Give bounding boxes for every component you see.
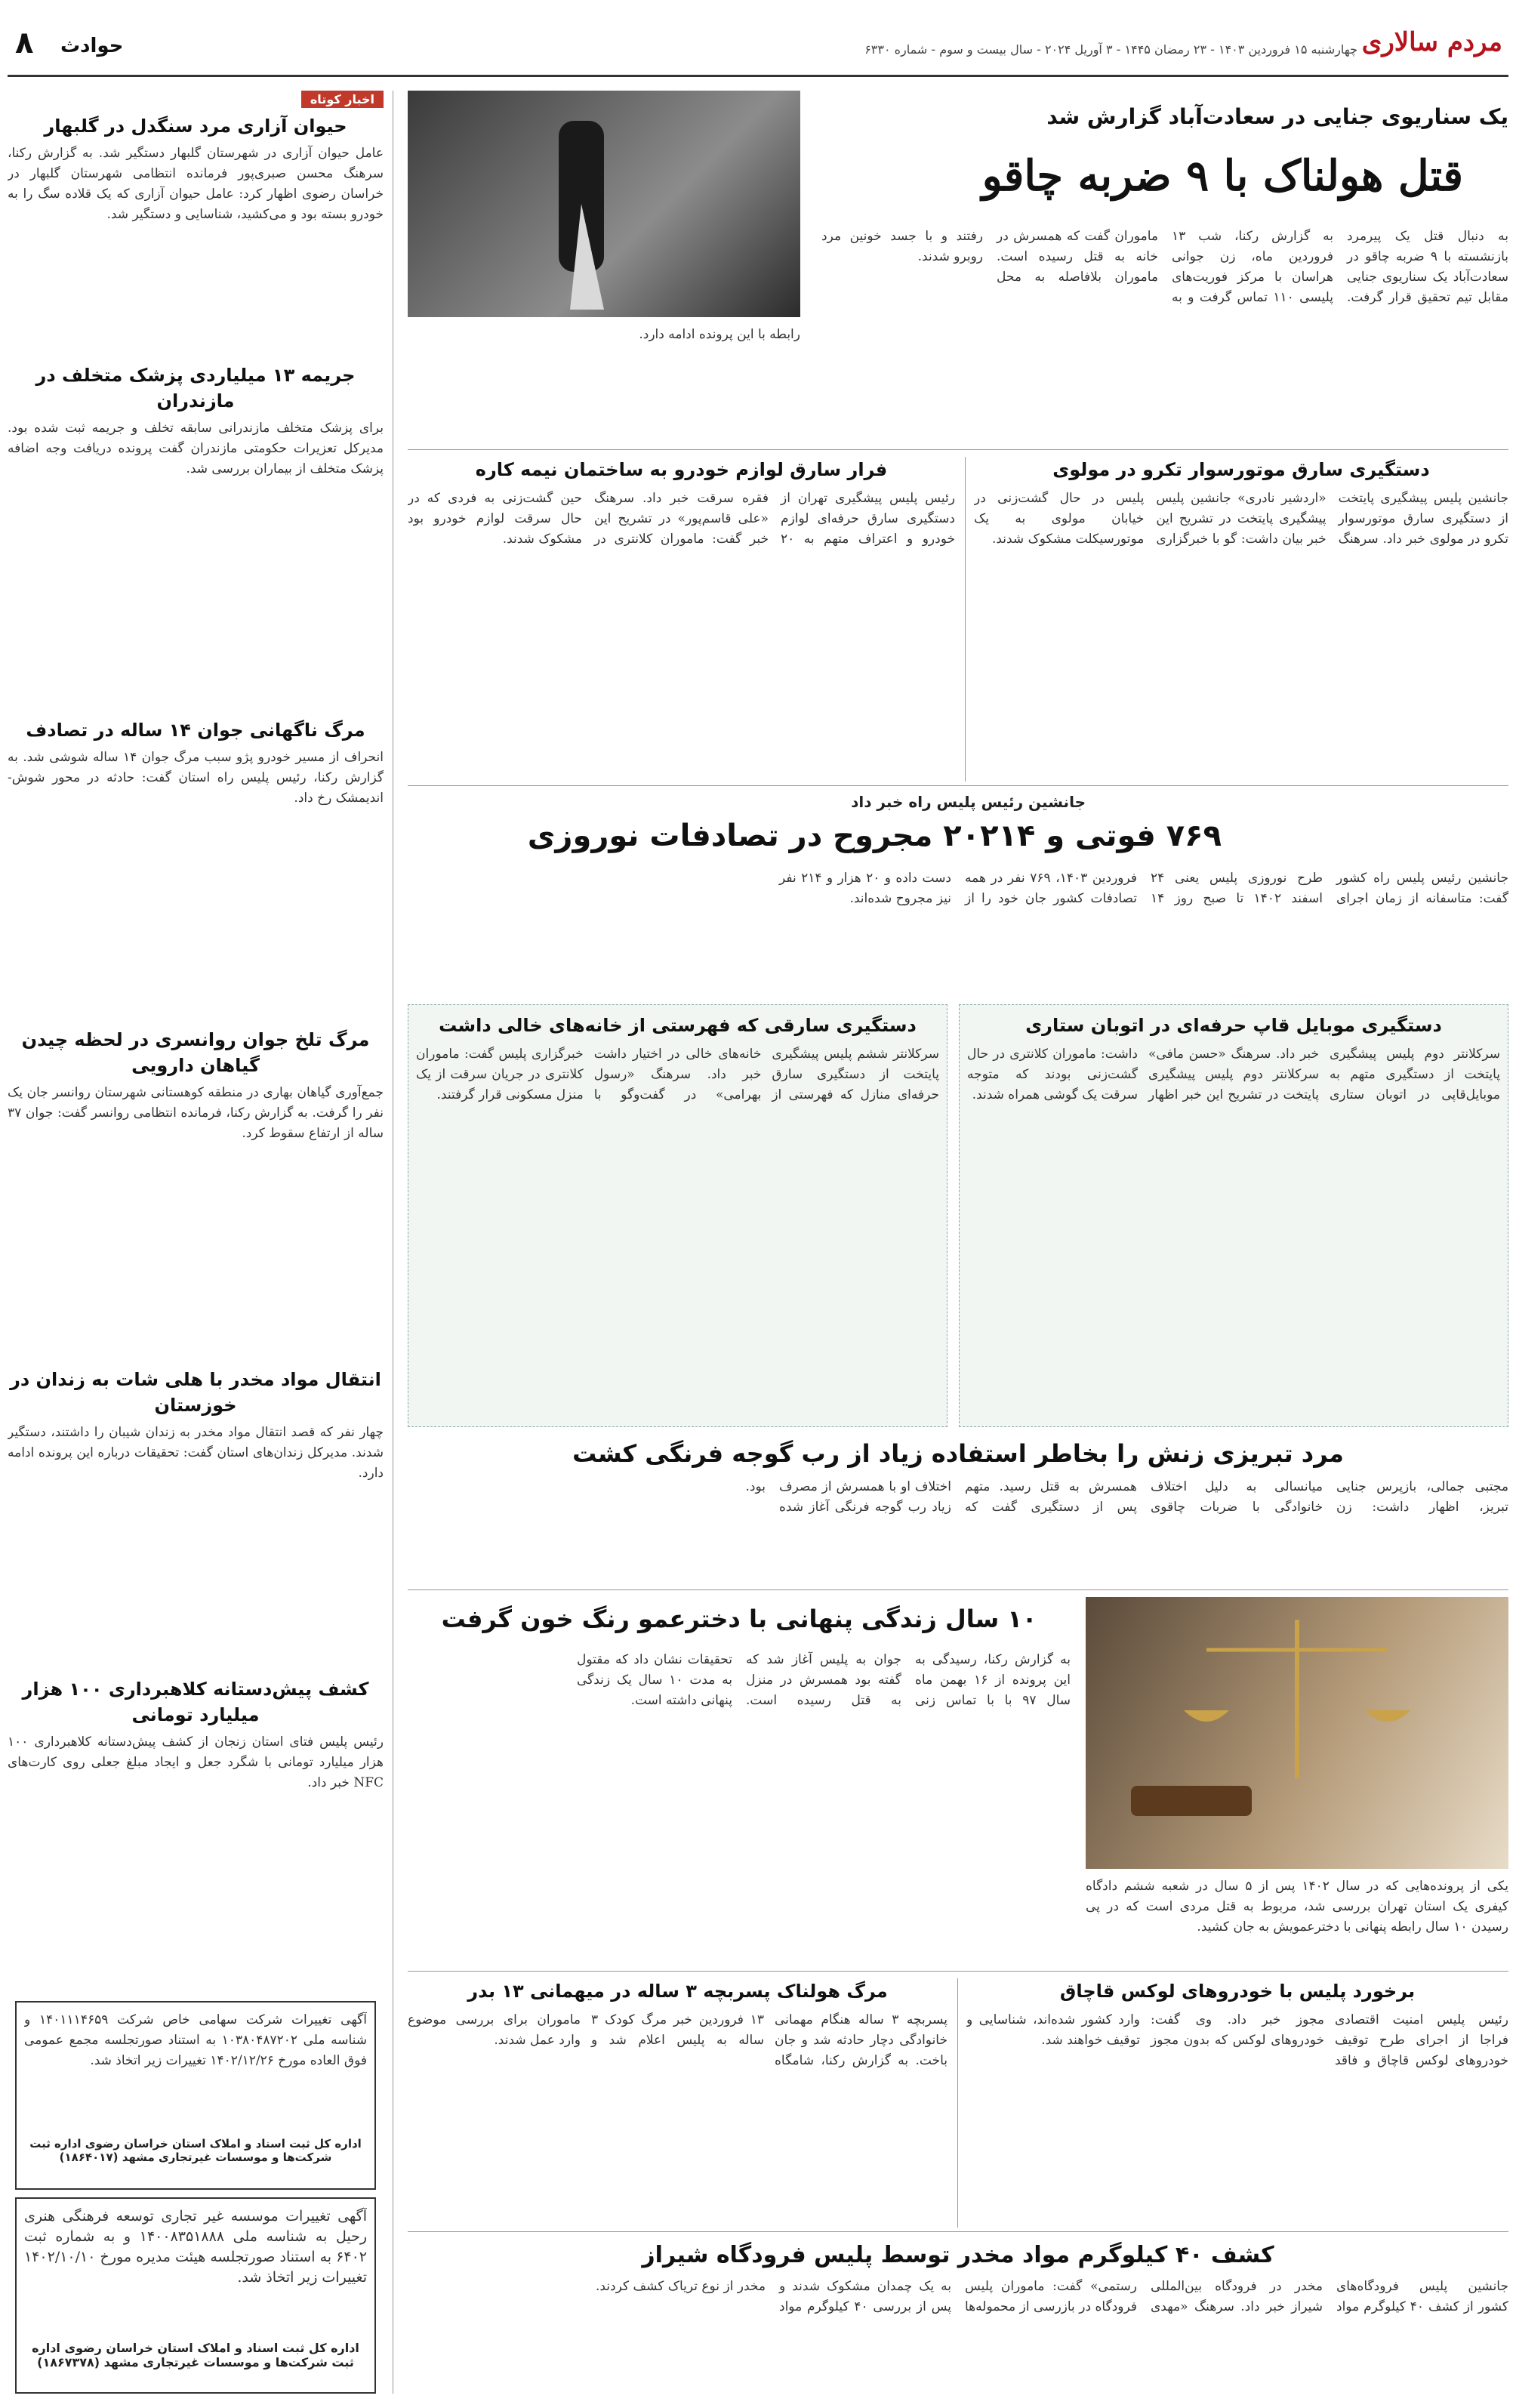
boxed-story xyxy=(959,1004,1508,1427)
legal-notice-footer: اداره کل ثبت اسناد و املاک استان خراسان رضوی اداره ثبت شرکت‌ها و موسسات غیرتجاری مشهد (۱۸۶۴۰۱۷) xyxy=(29,2137,362,2164)
story xyxy=(974,457,1508,782)
story-title: دستگیری سارق موتورسوار تکرو در مولوی xyxy=(1052,459,1430,480)
sidebar-item-body: برای پزشک متخلف مازندرانی سابقه تخلف و جریمه ثبت شده بود. مدیرکل تعزیرات حکومتی مازندران گفت پرونده دریافت وجه اضافه پزشک متخلف از بیماران بررسی شد. xyxy=(8,421,384,476)
tabrizi-headline: مرد تبریزی زنش را بخاطر استفاده زیاد از رب گوجه فرنگی کشت xyxy=(572,1439,1344,1468)
sidebar-tag: اخبار کوتاه xyxy=(301,91,384,108)
secret-caption: یکی از پرونده‌هایی که در سال ۱۴۰۲ پس از ۵ سال در شعبه ششم دادگاه کیفری یک استان تهران بررسی شد، مربوط به قتل مردی است که در پی رسیدن ۱۰ سال رابطه پنهانی با دخترعمویش به جان کشید. xyxy=(1086,1879,1508,1935)
lead-headline: قتل هولناک با ۹ ضربه چاقو xyxy=(981,151,1463,201)
masthead xyxy=(8,23,1508,77)
page-number: ۸ xyxy=(15,26,34,60)
legal-notice-body: آگهی تغییرات موسسه غیر تجاری توسعه فرهنگی هنری رحیل به شناسه ملی ۱۴۰۰۸۳۵۱۸۸۸ و به شماره ثبت ۶۴۰۲ به استناد صورتجلسه هیئت مدیره مورخ ۱۴۰۲/۱۰/۱۰ تغییرات زیر اتخاذ شد. xyxy=(24,2208,367,2286)
nowruz-kicker: جانشین رئیس پلیس راه خبر داد xyxy=(851,793,1086,811)
sidebar-item-title: انتقال مواد مخدر با هلی شات به زندان در خوزستان xyxy=(10,1369,381,1416)
sidebar-item xyxy=(8,1027,384,1359)
secret-headline: ۱۰ سال زندگی پنهانی با دخترعمو رنگ خون گرفت xyxy=(441,1605,1037,1633)
story-title: دستگیری موبایل قاپ حرفه‌ای در اتوبان ستاری xyxy=(1025,1015,1442,1036)
story xyxy=(408,1978,948,2228)
legal-notice-body: آگهی تغییرات شرکت سهامی خاص شرکت ۱۴۰۱۱۱۴۶۵۹ و شناسه ملی ۱۰۳۸۰۴۸۷۲۰۲ به استناد صورتجلسه مجمع عمومی فوق العاده مورخ ۱۴۰۲/۱۲/۲۶ تغییرات زیر اتخاذ شد. xyxy=(24,2012,367,2068)
story xyxy=(408,457,955,782)
sidebar-item xyxy=(8,717,384,1019)
story-title: فرار سارق لوازم خودرو به ساختمان نیمه کاره xyxy=(475,459,888,480)
lead-body: به دنبال قتل یک پیرمرد بازنشسته با ۹ ضربه چاقو در سعادت‌آباد یک سناریوی جنایی مقابل تیم تحقیق قرار گرفت. به گزارش رکنا، شب ۱۳ فروردین ماه، زن جوانی هراسان با مرکز فوریت‌های پلیسی ۱۱۰ تماس گرفت و به ماموران گفت که همسرش در خانه به قتل رسیده است. ماموران بلافاصله به محل رفتند و با جسد خونین مرد روبرو شدند. xyxy=(821,229,1508,305)
masthead-logo: مردم سالاری xyxy=(1361,27,1502,57)
nowruz-story xyxy=(408,793,1508,997)
sidebar-item-body: انحراف از مسیر خودرو پژو سبب مرگ جوان ۱۴ ساله شوشی شد. به گزارش رکنا، رئیس پلیس راه استان گفت: حادثه در محور شوش-اندیمشک رخ داد. xyxy=(8,750,384,806)
knife-icon xyxy=(408,91,800,317)
section-label: حوادث xyxy=(60,35,124,57)
scales-icon xyxy=(1086,1597,1508,1869)
story-body: سرکلانتر دوم پلیس پیشگیری پایتخت از دستگیری متهم به موبایل‌قاپی در اتوبان ستاری خبر داد. سرهنگ «حسن مافی» سرکلانتر دوم پلیس پیشگیری پایتخت در تشریح این خبر اظهار داشت: ماموران کلانتری در حال گشت‌زنی بودند که متوجه سرقت یک گوشی همراه شدند. xyxy=(967,1047,1500,1102)
sidebar-item xyxy=(8,1367,384,1669)
sidebar-item xyxy=(8,113,384,355)
sidebar-item-title: مرگ تلخ جوان روانسری در لحظه چیدن گیاهان دارویی xyxy=(21,1029,370,1076)
story-body: جانشین پلیس پیشگیری پایتخت از دستگیری سارق موتورسوار تکرو در مولوی خبر داد. سرهنگ «اردشیر نادری» جانشین پلیس پیشگیری پایتخت در تشریح این خبر بیان داشت: گو با خبرگزاری پلیس در حال گشت‌زنی در خیابان مولوی به یک موتورسیکلت مشکوک شدند. xyxy=(974,491,1508,547)
legal-notice xyxy=(15,2001,376,2190)
nowruz-headline: ۷۶۹ فوتی و ۲۰۲۱۴ مجروح در تصادفات نوروزی xyxy=(527,819,1222,853)
justice-photo xyxy=(1086,1597,1508,1869)
sidebar-item-body: عامل حیوان آزاری در شهرستان گلبهار دستگیر شد. به گزارش رکنا، سرهنگ محسن صبری‌پور فرمانده انتظامی شهرستان گلبهار در خراسان رضوی اظهار کرد: عامل حیوان آزاری که یک قلاده سگ را به خودرو بسته بود و می‌کشید، شناسایی و دستگیر شد. xyxy=(8,146,384,222)
sidebar-item-body: چهار نفر که قصد انتقال مواد مخدر به زندان شیبان را داشتند، دستگیر شدند. مدیرکل زندان‌های استان گفت: تحقیقات درباره این پرونده ادامه دارد. xyxy=(8,1425,384,1481)
story xyxy=(966,1978,1508,2228)
lead-photo-knife xyxy=(408,91,800,317)
lead-caption: رابطه با این پرونده ادامه دارد. xyxy=(639,327,800,342)
shiraz-story xyxy=(408,2239,1508,2397)
shiraz-headline: کشف ۴۰ کیلوگرم مواد مخدر توسط پلیس فرودگاه شیراز xyxy=(642,2242,1274,2268)
sidebar-item-title: کشف پیش‌دستانه کلاهبرداری ۱۰۰ هزار میلیارد تومانی xyxy=(22,1679,369,1725)
story-title: مرگ هولناک پسربچه ۳ ساله در میهمانی ۱۳ بدر xyxy=(467,1981,888,2002)
lead-story xyxy=(408,91,1508,446)
sidebar-item xyxy=(8,362,384,710)
story-title: دستگیری سارقی که فهرستی از خانه‌های خالی داشت xyxy=(439,1015,917,1036)
sidebar-item-title: جریمه ۱۳ میلیاردی پزشک متخلف در مازندران xyxy=(35,365,356,412)
story-body: سرکلانتر ششم پلیس پیشگیری پایتخت از دستگیری سارق حرفه‌ای منازل که فهرستی از خانه‌های خالی در اختیار داشت خبر داد. سرهنگ «رسول بهرامی» در گفت‌وگو با خبرگزاری پلیس گفت: ماموران کلانتری در جریان سرقت از یک منزل مسکونی قرار گرفتند. xyxy=(416,1047,939,1102)
sidebar-item-title: حیوان آزاری مرد سنگدل در گلبهار xyxy=(44,116,347,137)
secret-body: به گزارش رکنا، رسیدگی به این پرونده از ۱۶ بهمن ماه سال ۹۷ با با تماس زنی جوان به پلیس آغاز شد که گفته بود همسرش در منزل به قتل رسیده است. تحقیقات نشان داد که مقتول به مدت ۱۰ سال یک زندگی پنهانی داشته است. xyxy=(577,1652,1071,1708)
legal-notice-footer: اداره کل ثبت اسناد و املاک استان خراسان رضوی اداره ثبت شرکت‌ها و موسسات غیرتجاری مشهد (۱۸۶۷۳۷۸) xyxy=(32,2341,359,2369)
tabrizi-story xyxy=(408,1435,1508,1586)
sidebar-item-body: رئیس پلیس فتای استان زنجان از کشف پیش‌دستانه کلاهبرداری ۱۰۰ هزار میلیارد تومانی با شگرد جعل و ایجاد مبلغ جعلی روی کارت‌های NFC خبر داد. xyxy=(8,1734,384,1790)
sidebar-item-body: جمع‌آوری گیاهان بهاری در منطقه کوهستانی شهرستان روانسر جان یک نفر را گرفت. به گزارش رکنا، فرمانده انتظامی روانسر گفت: جوان ۳۷ ساله از ارتفاع سقوط کرد. xyxy=(8,1085,384,1141)
legal-notice xyxy=(15,2197,376,2394)
tabrizi-body: مجتبی جمالی، بازپرس جنایی تبریز، اظهار داشت: زن میانسالی به دلیل اختلاف خانوادگی با ضربات چاقوی همسرش به قتل رسید. متهم پس از دستگیری گفت که اختلاف او با همسرش از مصرف زیاد رب گوجه فرنگی آغاز شده بود. xyxy=(745,1479,1508,1515)
story-body: رئیس پلیس پیشگیری تهران از دستگیری سارق حرفه‌ای لوازم خودرو و اعتراف متهم به ۲۰ فقره سرقت خبر داد. سرهنگ «علی قاسم‌پور» در تشریح این خبر گفت: ماموران کلانتری در حین گشت‌زنی به فردی که در حال سرقت لوازم خودرو بود مشکوک شدند. xyxy=(408,491,955,547)
secret-story xyxy=(408,1597,1508,1967)
story-title: برخورد پلیس با خودروهای لوکس قاچاق xyxy=(1059,1981,1416,2002)
shiraz-body: جانشین پلیس فرودگاه‌های کشور از کشف ۴۰ کیلوگرم مواد مخدر در فرودگاه بین‌المللی شیراز خبر داد. سرهنگ «مهدی رستمی» گفت: ماموران پلیس فرودگاه در بازرسی از محموله‌ها به یک چمدان مشکوک شدند و پس از بررسی ۴۰ کیلوگرم مواد مخدر از نوع تریاک کشف کردند. xyxy=(595,2279,1508,2314)
sidebar xyxy=(8,91,384,2394)
lead-kicker: یک سناریوی جنایی در سعادت‌آباد گزارش شد xyxy=(1046,104,1508,129)
nowruz-body: جانشین رئیس پلیس راه کشور گفت: متاسفانه از زمان اجرای طرح نوروزی پلیس یعنی ۲۴ اسفند ۱۴۰۲ تا صبح روز ۱۴ فروردین ۱۴۰۳، ۷۶۹ نفر در همه تصادفات کشور جان خود را از دست داده و ۲۰ هزار و ۲۱۴ نفر نیز مجروح شده‌اند. xyxy=(779,871,1508,906)
sidebar-item xyxy=(8,1676,384,1993)
sidebar-item-title: مرگ ناگهانی جوان ۱۴ ساله در تصادف xyxy=(26,720,365,741)
boxed-story xyxy=(408,1004,948,1427)
story-body: پسربچه ۳ ساله هنگام مهمانی خانوادگی دچار حادثه شد و جان باخت. به گزارش رکنا، شامگاه ۱۳ فروردین خبر مرگ کودک ۳ ساله به پلیس اعلام شد و ماموران برای بررسی موضوع وارد عمل شدند. xyxy=(408,2012,948,2068)
story-body: رئیس پلیس امنیت اقتصادی فراجا از اجرای طرح توقیف خودروهای لوکس قاچاق و فاقد مجوز خبر داد. وی گفت: خودروهای لوکس که بدون مجوز وارد کشور شده‌اند، شناسایی و توقیف خواهند شد. xyxy=(966,2012,1508,2068)
masthead-dateline: چهارشنبه ۱۵ فروردین ۱۴۰۳ - ۲۳ رمضان ۱۴۴۵ - ۳ آوریل ۲۰۲۴ - سال بیست و سوم - شماره ۶۳۳۰ xyxy=(864,42,1357,57)
